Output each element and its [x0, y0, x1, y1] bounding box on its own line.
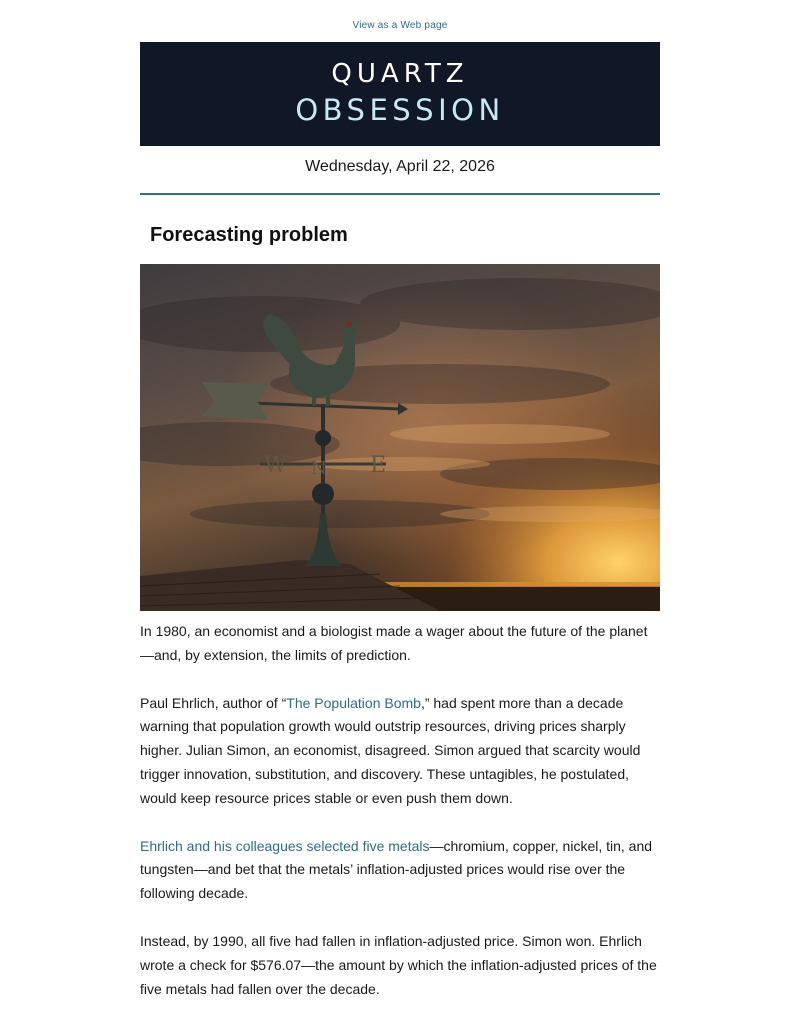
p3-text-after: —chromium, copper, nickel, tin, and tungsten—and bet that the metals’ inflation-adjusted prices would rise over the following decade. [140, 837, 653, 902]
paragraph-3 [140, 835, 665, 906]
p2-text-before: Paul Ehrlich, author of “ [140, 694, 287, 711]
compass-n: N [311, 458, 327, 479]
article-title: Forecasting problem [150, 224, 348, 246]
article-body [140, 620, 665, 1025]
paragraph-4: Instead, by 1990, all five had fallen in inflation-adjusted price. Simon won. Ehrlich wrote a check for $576.07—the amount by which the inflation-adjusted prices of the five metals had fallen over the decade. [140, 932, 657, 997]
hero-image [140, 264, 660, 611]
web-view-row [0, 0, 800, 42]
p2-text-after: ,” had spent more than a decade warning that population growth would outstrip resources, driving prices sharply higher. Julian Simon, an economist, disagreed. Simon argued that scarcity would trigger innovation, substitution, and discovery. These untagibles, he postulated, would keep resource prices stable or even push them down. [140, 694, 641, 806]
population-bomb-link[interactable]: The Population Bomb [286, 694, 421, 711]
brand-obsession: OBSESSION [295, 93, 505, 127]
paragraph-2 [140, 692, 665, 811]
brand-quartz: QUARTZ [331, 59, 469, 89]
view-as-web-page-link[interactable]: View as a Web page [352, 20, 448, 31]
paragraph-1: In 1980, an economist and a biologist made a wager about the future of the planet —and, by extension, the limits of prediction. [140, 623, 648, 663]
masthead [140, 42, 660, 146]
compass-e: E [370, 453, 387, 478]
issue-date: Wednesday, April 22, 2026 [305, 158, 495, 175]
compass-w: W [264, 453, 287, 478]
five-metals-link[interactable]: Ehrlich and his colleagues selected five metals [140, 837, 430, 854]
divider [140, 193, 660, 195]
